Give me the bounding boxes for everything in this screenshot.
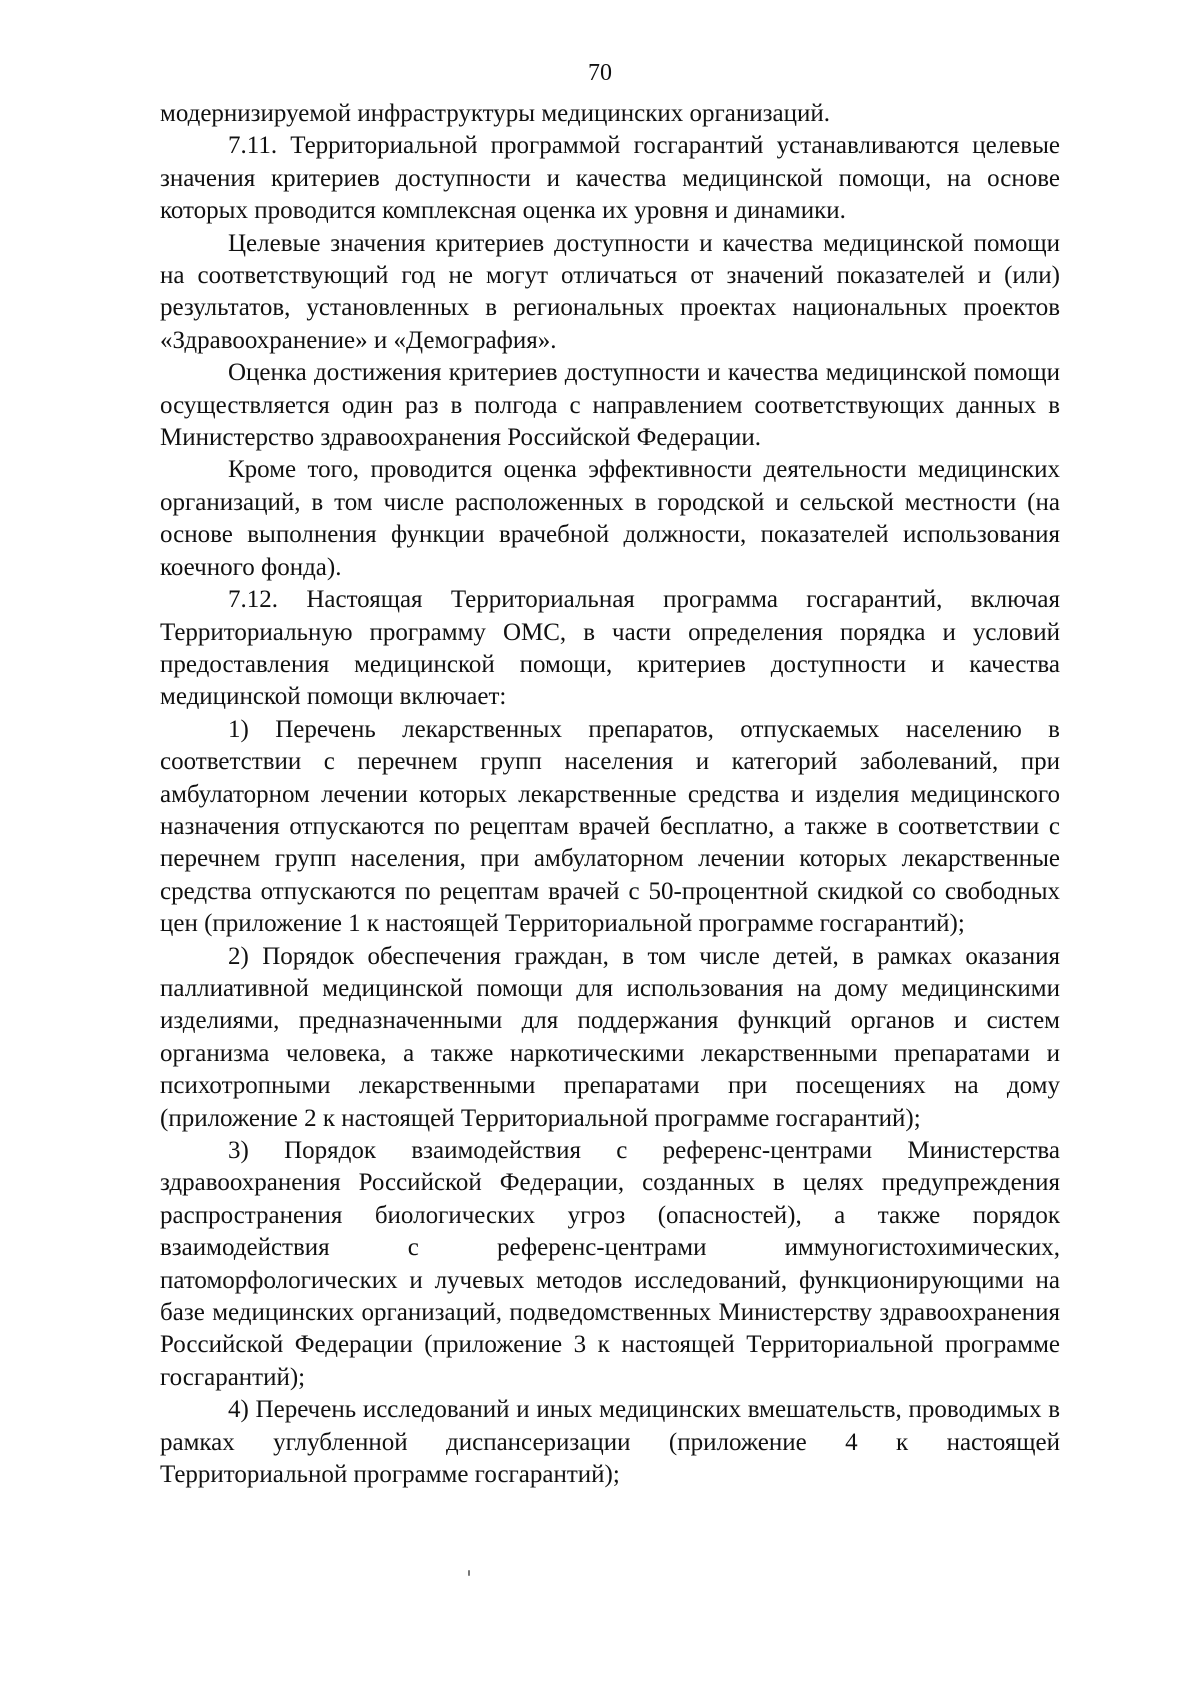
list-item-3: 3) Порядок взаимодействия с референс-центрами Министерства здравоохранения Российской Федерации, созданных в целях предупреждения распространения биологических угроз (опасностей), а также порядок взаимодействия с референс-центрами иммуногистохимических, патоморфологических и лучевых методов исследований, функционирующими на базе медицинских организаций, подведомственных Министерству здравоохранения Российской Федерации (приложение 3 к настоящей Территориальной программе госгарантий); <box>160 1137 1060 1391</box>
list-item-2: 2) Порядок обеспечения граждан, в том числе детей, в рамках оказания паллиативной медицинской помощи для использования на дому медицинскими изделиями, предназначенными для поддержания функций органов и систем организма человека, а также наркотическими лекарственными препаратами и психотропными лекарственными препаратами при посещениях на дому (приложение 2 к настоящей Территориальной программе госгарантий); <box>160 942 1060 1132</box>
paragraph-target-values: Целевые значения критериев доступности и качества медицинской помощи на соответствующий год не могут отличаться от значений показателей и (или) результатов, установленных в региональных проектах национальных проектов «Здравоохранение» и «Демография». <box>160 229 1060 354</box>
paragraph-assessment: Оценка достижения критериев доступности и качества медицинской помощи осуществляется один раз в полгода с направлением соответствующих данных в Министерство здравоохранения Российской Федерации. <box>160 359 1060 452</box>
list-item-1: 1) Перечень лекарственных препаратов, отпускаемых населению в соответствии с перечнем групп населения и категорий заболеваний, при амбулаторном лечении которых лекарственные средства и изделия медицинского назначения отпускаются по рецептам врачей бесплатно, а также в соответствии с перечнем групп населения, при амбулаторном лечении которых лекарственные средства отпускаются по рецептам врачей с 50-процентной скидкой со свободных цен (приложение 1 к настоящей Территориальной программе госгарантий); <box>160 715 1060 938</box>
paragraph-efficiency: Кроме того, проводится оценка эффективности деятельности медицинских организаций, в том числе расположенных в городской и сельской местности (на основе выполнения функции врачебной должности, показателей использования коечного фонда). <box>160 456 1060 581</box>
scan-speck <box>468 1570 470 1576</box>
paragraph-7-11: 7.11. Территориальной программой госгарантий устанавливаются целевые значения критериев доступности и качества медицинской помощи, на основе которых проводится комплексная оценка их уровня и динамики. <box>160 132 1060 225</box>
paragraph-7-12: 7.12. Настоящая Территориальная программа госгарантий, включая Территориальную программу ОМС, в части определения порядка и условий предоставления медицинской помощи, критериев доступности и качества медицинской помощи включает: <box>160 586 1060 711</box>
list-item-4: 4) Перечень исследований и иных медицинских вмешательств, проводимых в рамках углубленной диспансеризации (приложение 4 к настоящей Территориальной программе госгарантий); <box>160 1396 1060 1489</box>
document-body <box>160 98 1060 1491</box>
paragraph-continuation: модернизируемой инфраструктуры медицинских организаций. <box>160 100 830 127</box>
page-number: 70 <box>588 60 612 86</box>
